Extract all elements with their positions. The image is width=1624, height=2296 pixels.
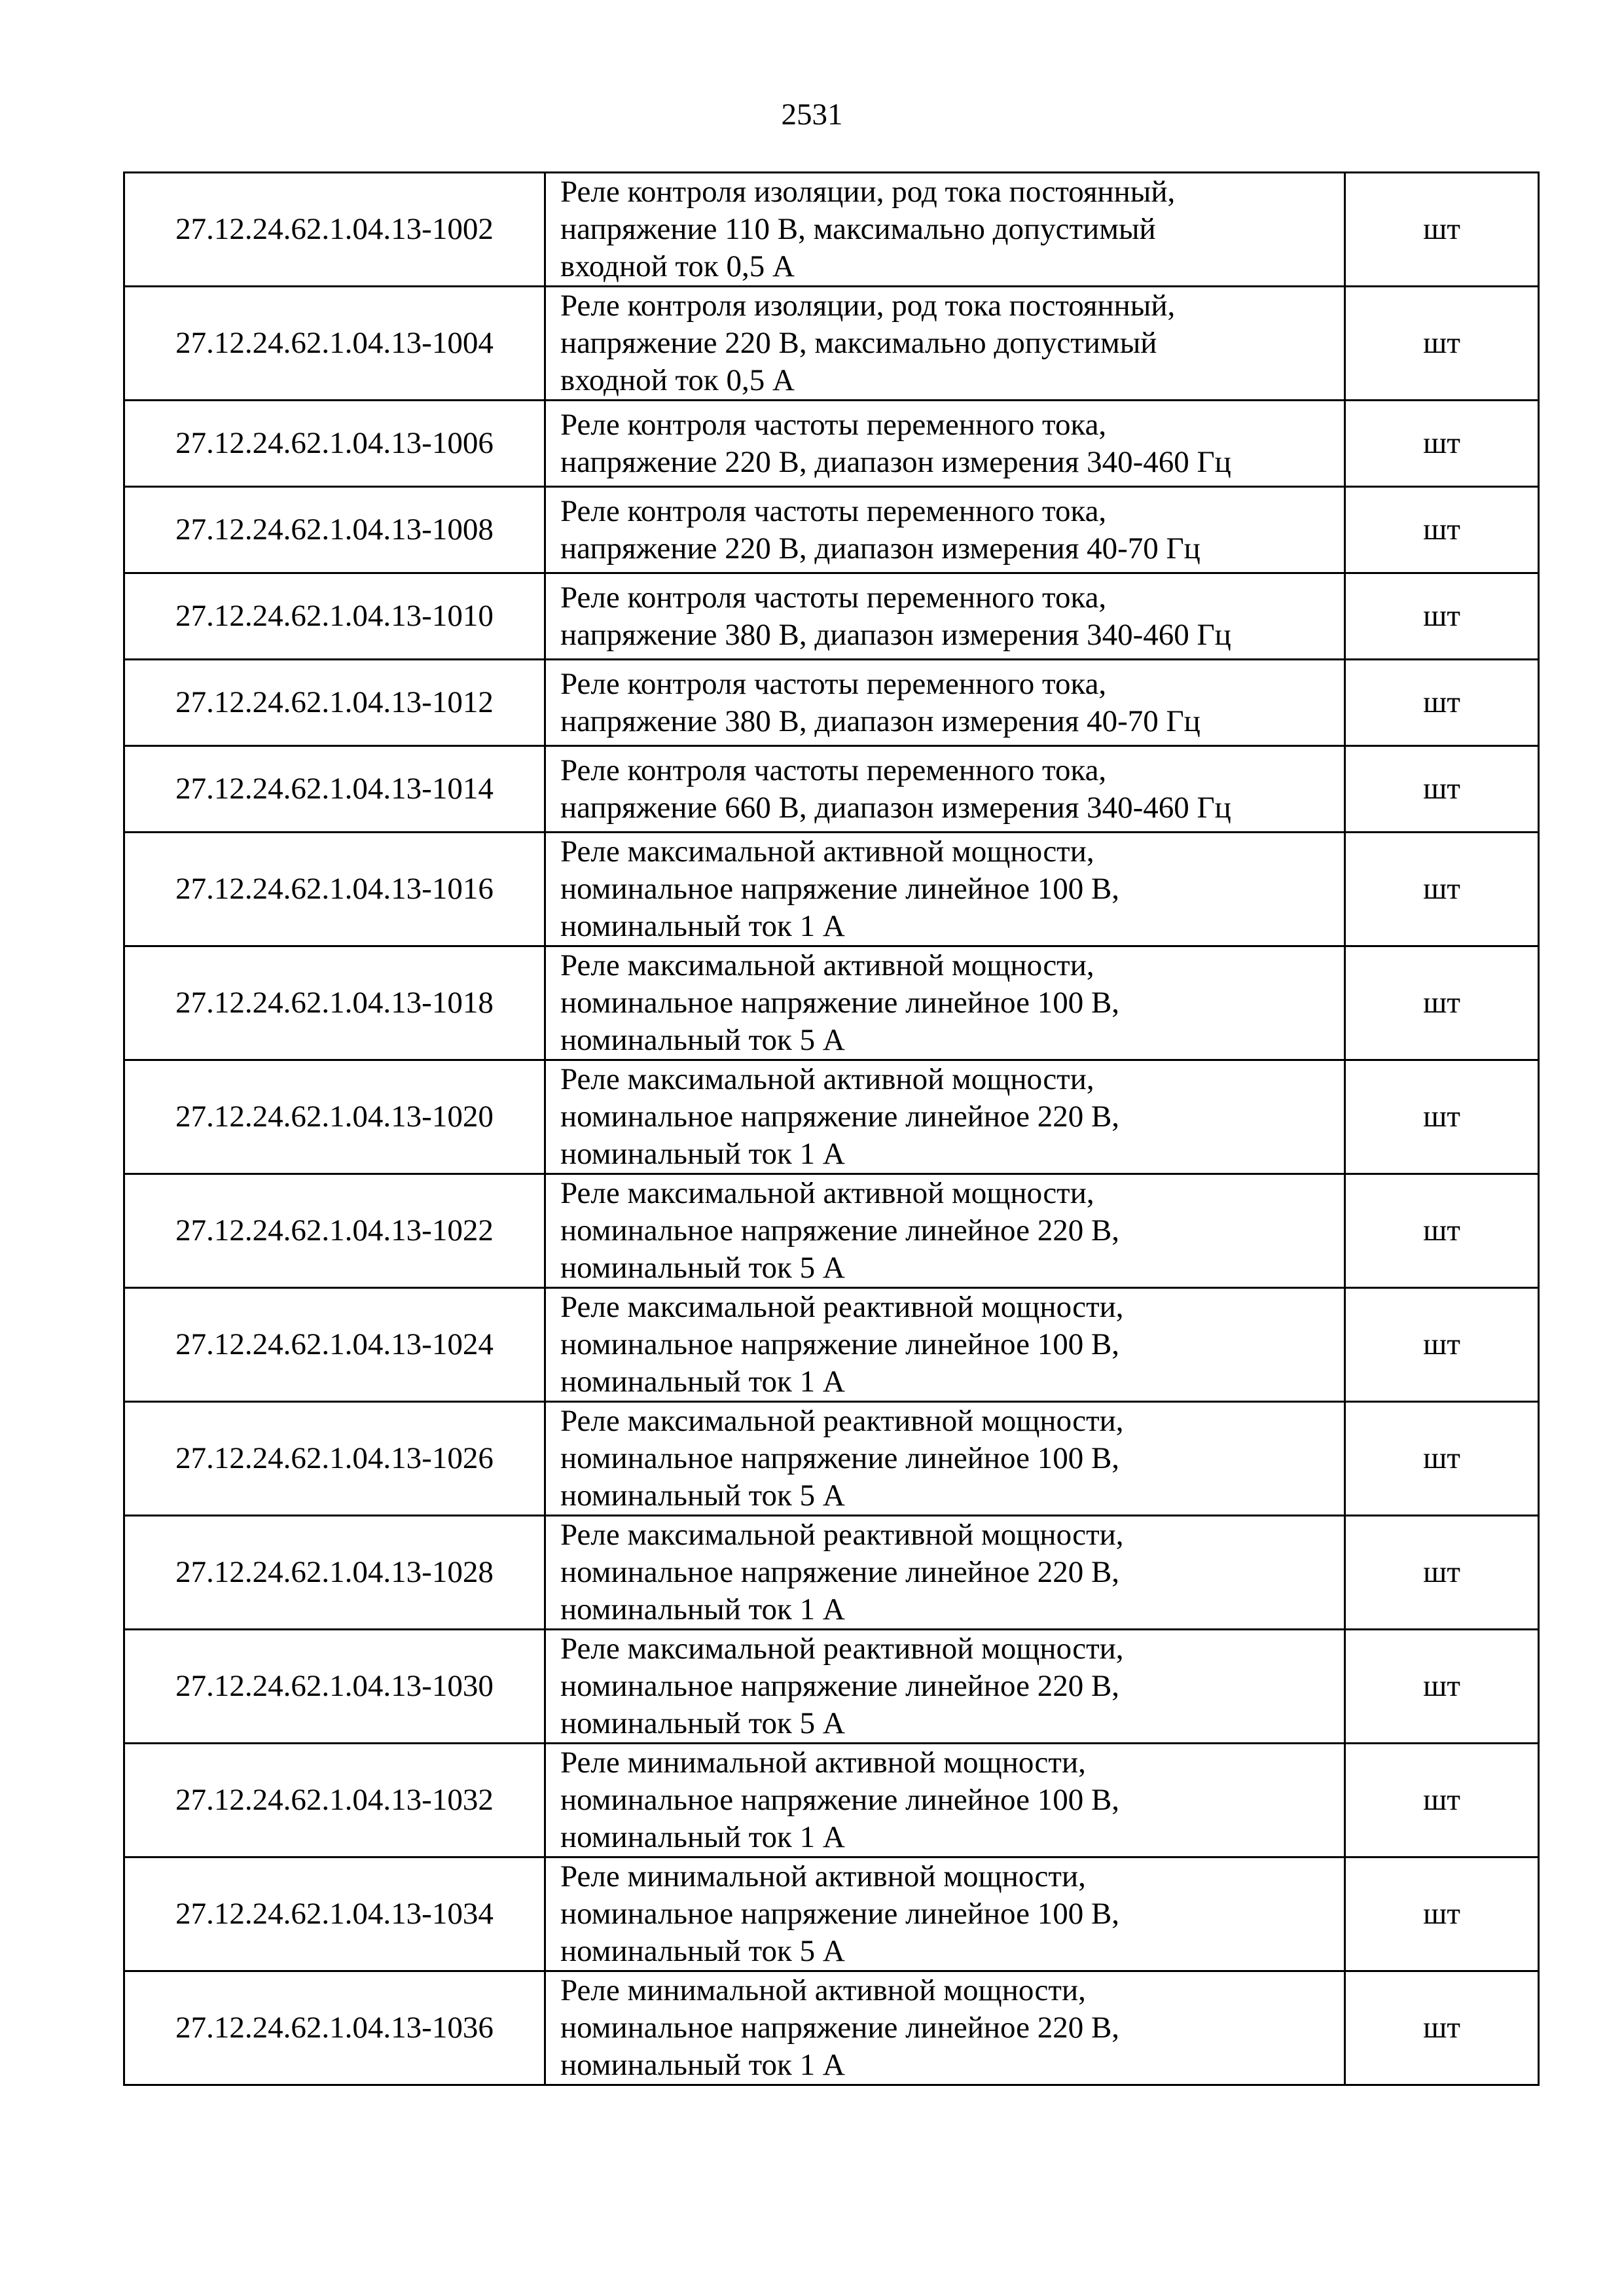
unit-of-measure: шт: [1345, 173, 1539, 287]
description-line: номинальный ток 1 А: [560, 1820, 845, 1854]
description-line: напряжение 220 В, диапазон измерения 340-460 Гц: [560, 444, 1231, 479]
description-line: Реле максимальной реактивной мощности,: [560, 1632, 1124, 1666]
table-row: [124, 1971, 1539, 2085]
table-row: [124, 1288, 1539, 1402]
description-line: Реле максимальной реактивной мощности,: [560, 1518, 1124, 1552]
resource-code: 27.12.24.62.1.04.13-1016: [124, 833, 545, 946]
resource-description: [545, 946, 1345, 1060]
unit-of-measure: шт: [1345, 1402, 1539, 1516]
description-line: номинальное напряжение линейное 100 В,: [560, 986, 1120, 1020]
resource-description: [545, 1402, 1345, 1516]
description-line: номинальное напряжение линейное 220 В,: [560, 1555, 1120, 1589]
resource-code: 27.12.24.62.1.04.13-1014: [124, 746, 545, 833]
resource-code: 27.12.24.62.1.04.13-1022: [124, 1174, 545, 1288]
resource-code: 27.12.24.62.1.04.13-1028: [124, 1516, 545, 1630]
description-line: номинальное напряжение линейное 100 В,: [560, 1327, 1120, 1361]
resource-code: 27.12.24.62.1.04.13-1032: [124, 1744, 545, 1857]
resource-description: [545, 1744, 1345, 1857]
resource-code: 27.12.24.62.1.04.13-1034: [124, 1857, 545, 1971]
resource-code: 27.12.24.62.1.04.13-1008: [124, 487, 545, 573]
table-row: [124, 401, 1539, 487]
description-line: номинальный ток 5 А: [560, 1023, 845, 1057]
description-line: напряжение 220 В, максимально допустимый: [560, 326, 1157, 360]
resource-description: [545, 746, 1345, 833]
description-line: номинальное напряжение линейное 220 В,: [560, 1669, 1120, 1703]
description-line: напряжение 380 В, диапазон измерения 340-460 Гц: [560, 617, 1231, 652]
description-line: номинальное напряжение линейное 100 В,: [560, 872, 1120, 906]
table-row: [124, 1857, 1539, 1971]
table-row: [124, 287, 1539, 401]
unit-of-measure: шт: [1345, 1288, 1539, 1402]
description-line: Реле контроля изоляции, род тока постоянный,: [560, 289, 1176, 323]
table-row: [124, 660, 1539, 746]
resource-code: 27.12.24.62.1.04.13-1010: [124, 573, 545, 660]
description-line: Реле контроля частоты переменного тока,: [560, 407, 1107, 442]
unit-of-measure: шт: [1345, 1857, 1539, 1971]
unit-of-measure: шт: [1345, 1630, 1539, 1744]
resource-description: [545, 1174, 1345, 1288]
table-row: [124, 173, 1539, 287]
description-line: Реле контроля изоляции, род тока постоянный,: [560, 175, 1176, 209]
table-row: [124, 1516, 1539, 1630]
table-body: [124, 173, 1539, 2085]
unit-of-measure: шт: [1345, 833, 1539, 946]
resource-description: [545, 1060, 1345, 1174]
resource-code: 27.12.24.62.1.04.13-1024: [124, 1288, 545, 1402]
resource-description: [545, 573, 1345, 660]
description-line: номинальный ток 1 А: [560, 1365, 845, 1399]
table-row: [124, 946, 1539, 1060]
description-line: номинальный ток 1 А: [560, 2048, 845, 2082]
description-line: Реле максимальной активной мощности,: [560, 948, 1094, 982]
unit-of-measure: шт: [1345, 946, 1539, 1060]
table-row: [124, 1060, 1539, 1174]
description-line: Реле минимальной активной мощности,: [560, 1746, 1086, 1780]
description-line: Реле максимальной реактивной мощности,: [560, 1404, 1124, 1438]
resource-code: 27.12.24.62.1.04.13-1002: [124, 173, 545, 287]
description-line: номинальное напряжение линейное 220 В,: [560, 1213, 1120, 1247]
table-row: [124, 833, 1539, 946]
table-row: [124, 1402, 1539, 1516]
resource-code: 27.12.24.62.1.04.13-1004: [124, 287, 545, 401]
unit-of-measure: шт: [1345, 1516, 1539, 1630]
description-line: напряжение 380 В, диапазон измерения 40-70 Гц: [560, 704, 1200, 738]
resource-code: 27.12.24.62.1.04.13-1018: [124, 946, 545, 1060]
resource-description: [545, 173, 1345, 287]
table-row: [124, 746, 1539, 833]
description-line: номинальный ток 5 А: [560, 1479, 845, 1513]
description-line: номинальное напряжение линейное 100 В,: [560, 1897, 1120, 1931]
description-line: Реле контроля частоты переменного тока,: [560, 666, 1107, 701]
description-line: номинальное напряжение линейное 220 В,: [560, 2011, 1120, 2045]
resource-description: [545, 1516, 1345, 1630]
description-line: номинальный ток 1 А: [560, 909, 845, 943]
unit-of-measure: шт: [1345, 487, 1539, 573]
resource-table: [123, 171, 1540, 2086]
description-line: номинальный ток 5 А: [560, 1934, 845, 1968]
table-row: [124, 487, 1539, 573]
unit-of-measure: шт: [1345, 660, 1539, 746]
resource-description: [545, 833, 1345, 946]
resource-description: [545, 401, 1345, 487]
resource-description: [545, 1630, 1345, 1744]
resource-description: [545, 1857, 1345, 1971]
description-line: номинальное напряжение линейное 220 В,: [560, 1100, 1120, 1134]
description-line: Реле минимальной активной мощности,: [560, 1973, 1086, 2007]
description-line: Реле минимальной активной мощности,: [560, 1859, 1086, 1893]
unit-of-measure: шт: [1345, 1744, 1539, 1857]
description-line: Реле максимальной активной мощности,: [560, 834, 1094, 869]
unit-of-measure: шт: [1345, 1174, 1539, 1288]
table-row: [124, 1630, 1539, 1744]
resource-code: 27.12.24.62.1.04.13-1026: [124, 1402, 545, 1516]
resource-description: [545, 660, 1345, 746]
description-line: Реле максимальной активной мощности,: [560, 1176, 1094, 1210]
resource-code: 27.12.24.62.1.04.13-1012: [124, 660, 545, 746]
description-line: Реле максимальной реактивной мощности,: [560, 1290, 1124, 1324]
resource-description: [545, 487, 1345, 573]
resource-description: [545, 287, 1345, 401]
resource-code: 27.12.24.62.1.04.13-1036: [124, 1971, 545, 2085]
description-line: напряжение 110 В, максимально допустимый: [560, 212, 1156, 246]
description-line: номинальный ток 5 А: [560, 1706, 845, 1740]
description-line: входной ток 0,5 А: [560, 249, 795, 283]
description-line: Реле контроля частоты переменного тока,: [560, 753, 1107, 787]
table-row: [124, 573, 1539, 660]
resource-code: 27.12.24.62.1.04.13-1020: [124, 1060, 545, 1174]
description-line: номинальный ток 1 А: [560, 1592, 845, 1626]
table-row: [124, 1744, 1539, 1857]
description-line: номинальное напряжение линейное 100 В,: [560, 1783, 1120, 1817]
resource-description: [545, 1971, 1345, 2085]
table-row: [124, 1174, 1539, 1288]
unit-of-measure: шт: [1345, 401, 1539, 487]
description-line: входной ток 0,5 А: [560, 363, 795, 397]
description-line: Реле контроля частоты переменного тока,: [560, 580, 1107, 615]
description-line: напряжение 220 В, диапазон измерения 40-70 Гц: [560, 531, 1200, 565]
description-line: номинальный ток 5 А: [560, 1251, 845, 1285]
unit-of-measure: шт: [1345, 287, 1539, 401]
unit-of-measure: шт: [1345, 746, 1539, 833]
unit-of-measure: шт: [1345, 573, 1539, 660]
resource-code: 27.12.24.62.1.04.13-1030: [124, 1630, 545, 1744]
resource-code: 27.12.24.62.1.04.13-1006: [124, 401, 545, 487]
unit-of-measure: шт: [1345, 1971, 1539, 2085]
page-number: 2531: [781, 98, 843, 132]
description-line: номинальный ток 1 А: [560, 1137, 845, 1171]
unit-of-measure: шт: [1345, 1060, 1539, 1174]
description-line: напряжение 660 В, диапазон измерения 340-460 Гц: [560, 790, 1231, 825]
resource-description: [545, 1288, 1345, 1402]
description-line: Реле контроля частоты переменного тока,: [560, 493, 1107, 528]
description-line: Реле максимальной активной мощности,: [560, 1062, 1094, 1096]
description-line: номинальное напряжение линейное 100 В,: [560, 1441, 1120, 1475]
